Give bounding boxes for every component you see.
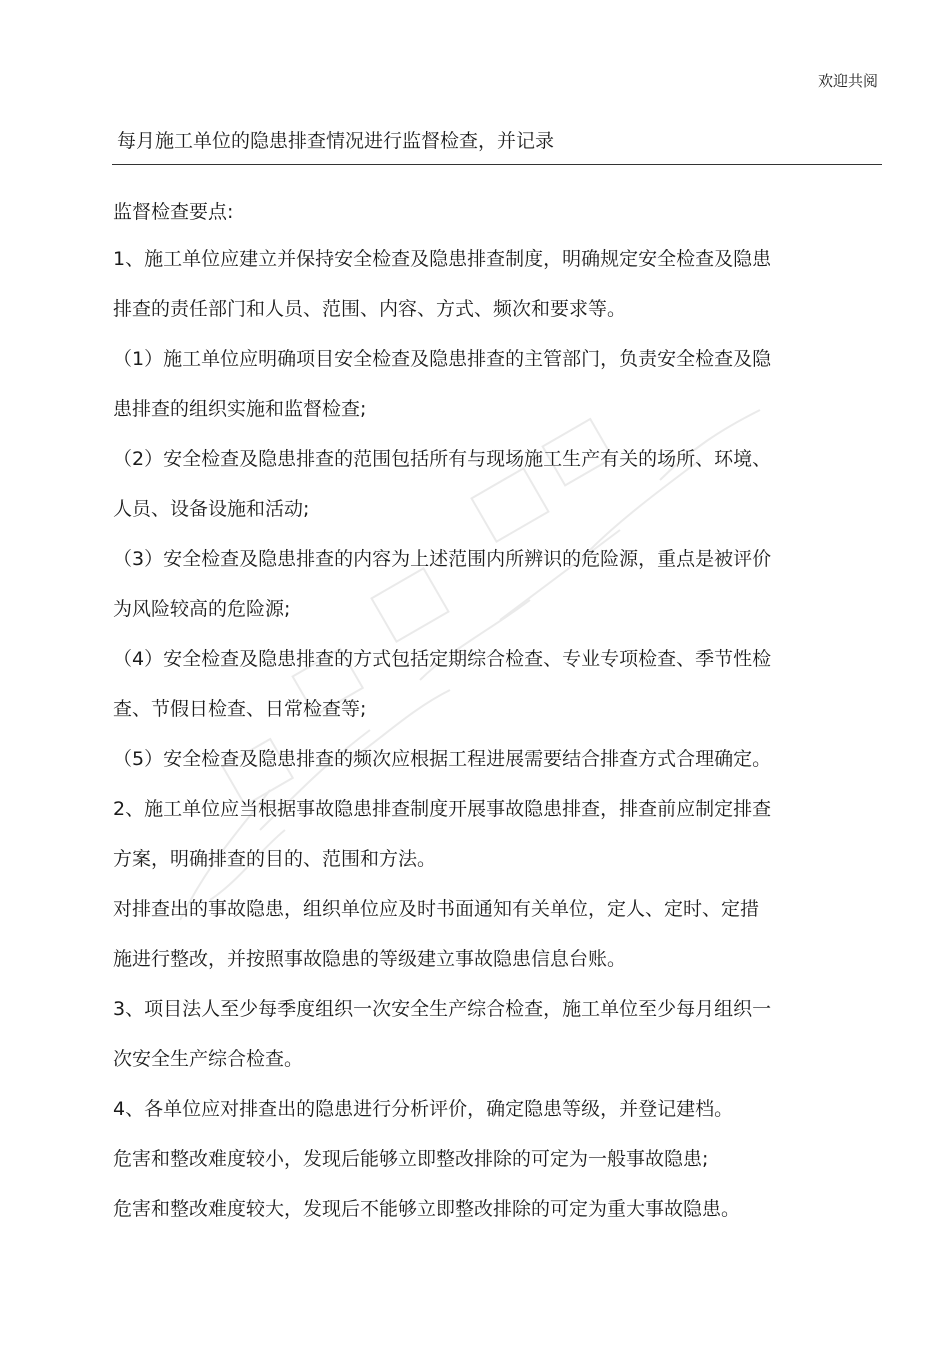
body-line: 危害和整改难度较大，发现后不能够立即整改排除的可定为重大事故隐患。 [113,1198,741,1220]
body-line: 危害和整改难度较小，发现后能够立即整改排除的可定为一般事故隐患; [113,1148,709,1170]
body-line: 对排查出的事故隐患，组织单位应及时书面通知有关单位，定人、定时、定措 [113,898,760,920]
document-title: 每月施工单位的隐患排查情况进行监督检查，并记录 [117,130,555,152]
body-line: （4）安全检查及隐患排查的方式包括定期综合检查、专业专项检查、季节性检 [113,648,772,670]
body-line: （5）安全检查及隐患排查的频次应根据工程进展需要结合排查方式合理确定。 [113,748,772,770]
body-line: 次安全生产综合检查。 [113,1048,304,1070]
body-line: （2）安全检查及隐患排查的范围包括所有与现场施工生产有关的场所、环境、 [113,448,772,470]
body-line: 监督检查要点: [113,201,234,223]
body-line: 1、施工单位应建立并保持安全检查及隐患排查制度，明确规定安全检查及隐患 [113,248,772,270]
body-line: 患排查的组织实施和监督检查; [113,398,367,420]
header-rule [112,164,882,165]
body-line: 方案，明确排查的目的、范围和方法。 [113,848,437,870]
body-line: 排查的责任部门和人员、范围、内容、方式、频次和要求等。 [113,298,627,320]
body-line: 查、节假日检查、日常检查等; [113,698,367,720]
body-line: 4、各单位应对排查出的隐患进行分析评价，确定隐患等级，并登记建档。 [113,1098,734,1120]
body-line: 人员、设备设施和活动; [113,498,310,520]
body-line: 为风险较高的危险源; [113,598,291,620]
body-line: （1）施工单位应明确项目安全检查及隐患排查的主管部门，负责安全检查及隐 [113,348,772,370]
body-line: （3）安全检查及隐患排查的内容为上述范围内所辨识的危险源，重点是被评价 [113,548,772,570]
body-line: 3、项目法人至少每季度组织一次安全生产综合检查，施工单位至少每月组织一 [113,998,772,1020]
body-line: 施进行整改，并按照事故隐患的等级建立事故隐患信息台账。 [113,948,627,970]
body-line: 2、施工单位应当根据事故隐患排查制度开展事故隐患排查，排查前应制定排查 [113,798,772,820]
page-header-right: 欢迎共阅 [817,72,878,90]
